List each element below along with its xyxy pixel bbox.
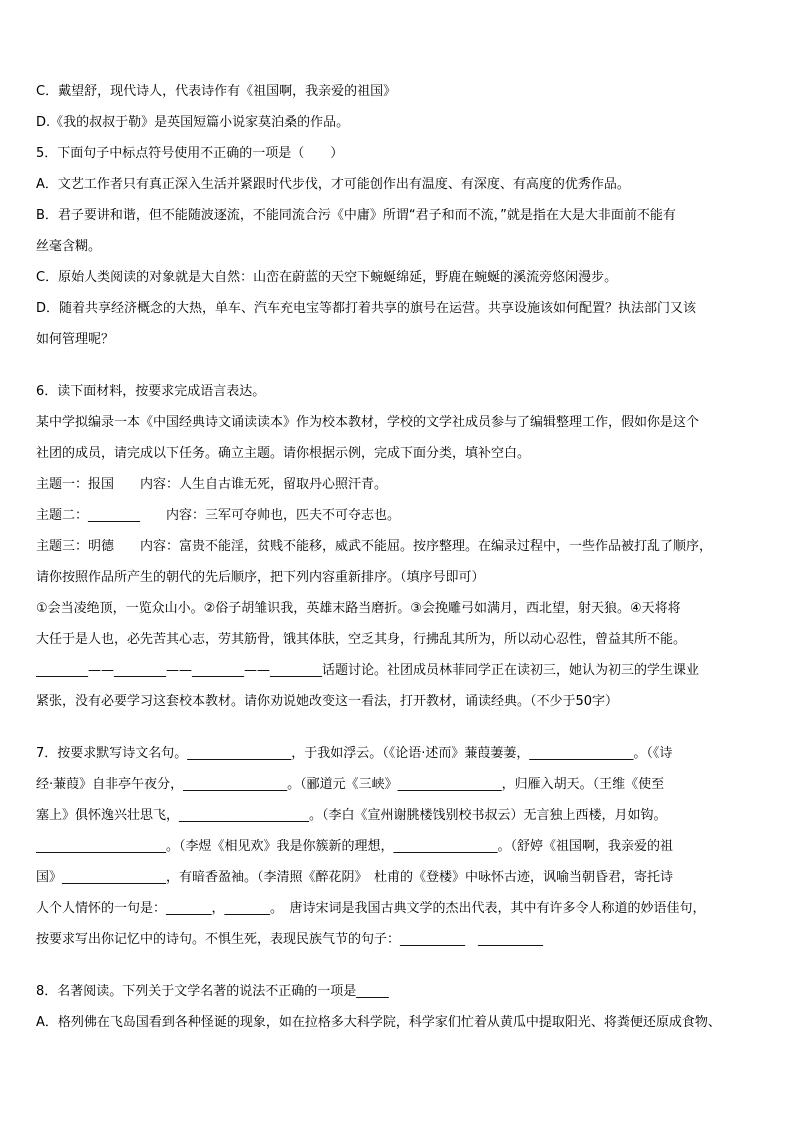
question-7-line2: 经·蒹葭》自非亭午夜分，________________。（郦道元《三峡》________________，归雁入胡天。（王维《使至 <box>36 777 665 792</box>
option-c-q5: C．原始人类阅读的对象就是大自然：山峦在蔚蓝的天空下蜿蜒绵延，野鹿在蜿蜒的溪流旁悠闲漫步。 <box>36 270 618 285</box>
option-a-q8: A．格列佛在飞岛国看到各种怪诞的现象，如在拉格多大科学院，科学家们忙着从黄瓜中提取阳光、将粪便还原成食物、 <box>36 1015 721 1030</box>
question-6-material-line1: 某中学拟编录一本《中国经典诗文诵读读本》作为校本教材，学校的文学社成员参与了编辑整理工作，假如你是这个 <box>36 415 700 430</box>
question-8-stem: 8．名著阅读。下列关于文学名著的说法不正确的一项是_____ <box>36 984 389 999</box>
theme-three-line2: 请你按照作品所产生的朝代的先后顺序，把下列内容重新排序。（填序号即可） <box>36 570 485 585</box>
option-d-q5-line1: D．随着共享经济概念的大热，单车、汽车充电宝等都打着共享的旗号在运营。共享设施该如何配置？执法部门又该 <box>36 301 697 316</box>
theme-one: 主题一：报国 内容：人生自古谁无死，留取丹心照汗青。 <box>36 477 388 492</box>
sort-items-line1: ①会当凌绝顶，一览众山小。②俗子胡雏识我，英雄末路当磨折。③会挽雕弓如满月，西北望，射天狼。④天将将 <box>36 601 681 616</box>
option-b-q5-line2: 丝毫含糊。 <box>36 239 102 254</box>
question-7-line1: 7．按要求默写诗文名句。________________，于我如浮云。（《论语·述而》蒹葭萋萋，________________。（《诗 <box>36 746 673 761</box>
theme-three-line1: 主题三：明德 内容：富贵不能淫，贫贱不能移，威武不能屈。按序整理。在编录过程中，一些作品被打乱了顺序， <box>36 539 713 554</box>
question-6-stem: 6．读下面材料，按要求完成语言表达。 <box>36 384 266 399</box>
theme-two: 主题二：________ 内容：三军可夺帅也，匹夫不可夺志也。 <box>36 508 401 523</box>
question-7-line7: 按要求写出你记忆中的诗句。不惧生死，表现民族气节的句子：__________ __________ <box>36 932 544 947</box>
discussion-line2: 紧张，没有必要学习这套校本教材。请你劝说她改变这一看法，打开教材，诵读经典。（不少于50字） <box>36 694 619 709</box>
option-d-q5-line2: 如何管理呢？ <box>36 332 115 347</box>
question-7-line3: 塞上》俱怀逸兴壮思飞，____________________。（李白《宣州谢朓楼饯别校书叔云）无言独上西楼，月如钩。 <box>36 808 667 823</box>
discussion-line1: ________——________——________——________话题讨论。社团成员林菲同学正在读初三，她认为初三的学生课业 <box>36 663 700 678</box>
question-7-line4: ____________________。（李煜《相见欢》我是你簇新的理想，________________。（舒婷《祖国啊，我亲爱的祖 <box>36 839 674 854</box>
option-a-q5: A．文艺工作者只有真正深入生活并紧跟时代步伐，才可能创作出有温度、有深度、有高度的优秀作品。 <box>36 177 630 192</box>
question-7-line6: 人个人情怀的一句是：_______，_______。 唐诗宋词是我国古典文学的杰出代表，其中有许多令人称道的妙语佳句， <box>36 901 706 916</box>
question-6-material-line2: 社团的成员，请完成以下任务。确立主题。请你根据示例，完成下面分类，填补空白。 <box>36 446 531 461</box>
question-5-stem: 5．下面句子中标点符号使用不正确的一项是（ ） <box>36 146 344 161</box>
sort-items-line2: 大任于是人也，必先苦其心志，劳其筋骨，饿其体肤，空乏其身，行拂乱其所为，所以动心忍性，曾益其所不能。 <box>36 632 687 647</box>
option-c-q4: C．戴望舒，现代诗人，代表诗作有《祖国啊，我亲爱的祖国》 <box>36 84 397 99</box>
question-7-line5: 国》________________，有暗香盈袖。（李清照《醉花阴》 杜甫的《登楼》中咏怀古迹，讽喻当朝昏君，寄托诗 <box>36 870 674 885</box>
option-b-q5-line1: B．君子要讲和谐，但不能随波逐流，不能同流合污《中庸》所谓“君子和而不流，”就是指在大是大非面前不能有 <box>36 208 676 223</box>
option-d-q4: D.《我的叔叔于勒》是英国短篇小说家莫泊桑的作品。 <box>36 115 350 130</box>
